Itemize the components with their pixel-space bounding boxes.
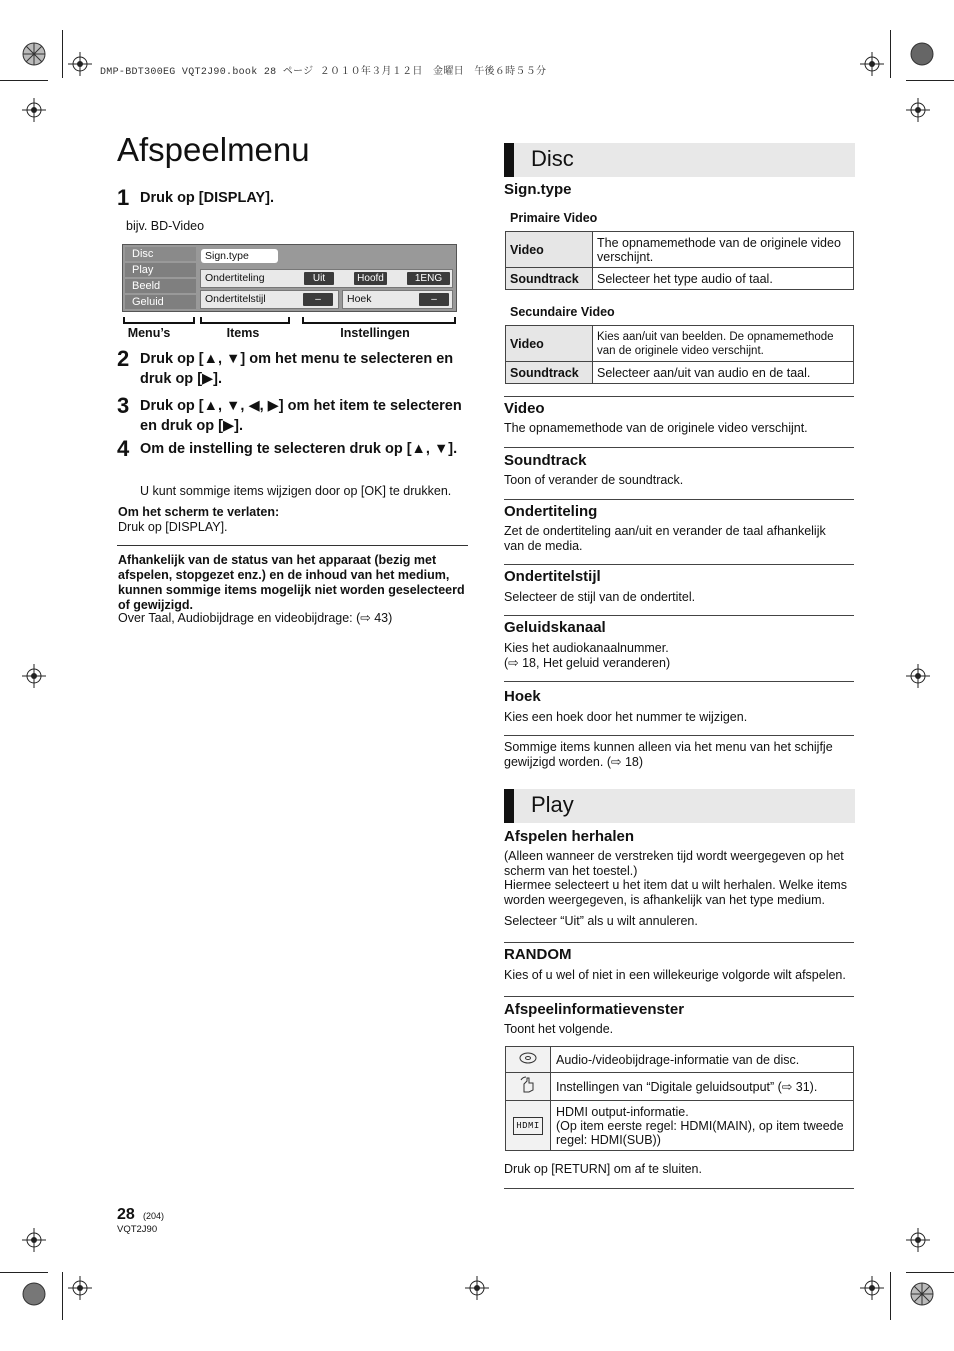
step-text: Druk op [▲, ▼] om het menu te selecteren en druk op [▶]. xyxy=(140,351,454,387)
label-menus: Menu’s xyxy=(127,326,171,340)
herhalen-cancel: Selecteer “Uit” als u wilt annuleren. xyxy=(504,914,698,928)
registration-mark-icon xyxy=(860,52,884,76)
step-number: 1 xyxy=(117,185,130,210)
osd-sign-type: Sign.type xyxy=(201,249,278,263)
hdmi-icon xyxy=(506,1101,551,1151)
registration-mark-icon xyxy=(22,664,46,688)
table-key: Video xyxy=(506,232,593,268)
exit-text: Druk op [DISPLAY]. xyxy=(118,520,228,534)
table-row xyxy=(506,326,854,362)
geluidskanaal-heading: Geluidskanaal xyxy=(504,619,606,636)
random-text: Kies of u wel of niet in een willekeurige volgorde wilt afspelen. xyxy=(504,968,846,982)
table-row xyxy=(506,362,854,384)
ondertitelstijl-heading: Ondertitelstijl xyxy=(504,568,601,585)
table-row xyxy=(506,1047,854,1073)
table-value xyxy=(551,1101,854,1151)
disc-menu-note: Sommige items kunnen alleen via het menu van het schijfje gewijzigd worden. (⇨ 18) xyxy=(504,740,833,769)
crop-line xyxy=(890,30,891,78)
osd-chip: Hoofd xyxy=(354,272,387,285)
step-text: Om de instelling te selecteren druk op [▲, ▼]. xyxy=(140,441,458,457)
osd-row-hoek xyxy=(342,290,453,309)
document-code: VQT2J90 xyxy=(117,1224,158,1235)
hdmi-label: HDMI xyxy=(513,1117,543,1135)
heading-bar xyxy=(504,143,514,177)
step-1 xyxy=(117,185,472,210)
osd-row-label: Ondertiteling xyxy=(205,272,265,284)
color-wheel-mark-icon xyxy=(910,42,934,66)
divider xyxy=(504,1188,854,1189)
osd-menu-play: Play xyxy=(125,263,196,277)
hoek-text: Kies een hoek door het nummer te wijzigen. xyxy=(504,710,748,724)
table-row xyxy=(506,1073,854,1101)
video-text: The opnamemethode van de originele video verschijnt. xyxy=(504,421,808,435)
crop-line xyxy=(906,1272,954,1273)
bracket xyxy=(302,317,456,324)
bracket xyxy=(123,317,195,324)
registration-mark-icon xyxy=(465,1276,489,1300)
osd-chip: 1ENG xyxy=(407,272,450,285)
language-note: Over Taal, Audiobijdrage en videobijdrage: (⇨ 43) xyxy=(118,611,393,625)
color-wheel-mark-icon xyxy=(910,1282,934,1306)
primary-video-title: Primaire Video xyxy=(510,211,598,225)
table-value: The opnamemethode van de originele video verschijnt. xyxy=(593,232,854,268)
osd-row-ondertiteling xyxy=(200,269,453,288)
osd-row-ondertitelstijl xyxy=(200,290,339,309)
step-number: 2 xyxy=(117,346,130,371)
secondary-video-table xyxy=(505,325,854,384)
table-row xyxy=(506,1101,854,1151)
info-window-heading: Afspeelinformatievenster xyxy=(504,1001,685,1018)
table-value: Audio-/videobijdrage-informatie van de disc. xyxy=(551,1047,854,1073)
label-instellingen: Instellingen xyxy=(340,326,410,340)
geluidskanaal-ref: (⇨ 18, Het geluid veranderen) xyxy=(504,656,671,670)
secondary-video-title: Secundaire Video xyxy=(510,305,615,319)
step-text: Druk op [▲, ▼, ◀, ▶] om het item te selecteren en druk op [▶]. xyxy=(140,398,462,434)
section-heading-disc xyxy=(504,143,855,177)
example-caption: bijv. BD-Video xyxy=(126,219,205,233)
label-items: Items xyxy=(226,326,260,340)
registration-mark-icon xyxy=(68,52,92,76)
hoek-heading: Hoek xyxy=(504,688,541,705)
divider xyxy=(504,681,854,682)
table-value: Selecteer aan/uit van audio en de taal. xyxy=(593,362,854,384)
hdmi-info-line1: HDMI output-informatie. xyxy=(556,1104,689,1119)
registration-mark-icon xyxy=(22,98,46,122)
ondertiteling-heading: Ondertiteling xyxy=(504,503,598,520)
herhalen-condition: (Alleen wanneer de verstreken tijd wordt weergegeven op het scherm van het toestel.) xyxy=(504,849,844,878)
bracket xyxy=(200,317,290,324)
divider xyxy=(117,545,468,546)
osd-menu-beeld: Beeld xyxy=(125,279,196,293)
section-title: Disc xyxy=(531,146,574,171)
disc-icon xyxy=(506,1047,551,1073)
info-window-table xyxy=(505,1046,854,1151)
onscreen-display-illustration xyxy=(122,244,457,312)
geluidskanaal-text: Kies het audiokanaalnummer. xyxy=(504,641,669,655)
return-text: Druk op [RETURN] om af te sluiten. xyxy=(504,1162,702,1176)
crop-line xyxy=(0,80,48,81)
step-2 xyxy=(117,346,472,389)
exit-title: Om het scherm te verlaten: xyxy=(118,505,280,519)
table-row xyxy=(506,268,854,290)
registration-mark-icon xyxy=(906,1228,930,1252)
hdmi-info-line2: (Op item eerste regel: HDMI(MAIN), op item tweede regel: HDMI(SUB)) xyxy=(556,1118,844,1147)
step-4 xyxy=(117,436,472,461)
section-title: Play xyxy=(531,792,574,817)
osd-row-label: Ondertitelstijl xyxy=(205,293,266,305)
table-value: Instellingen van “Digitale geluidsoutput” (⇨ 31). xyxy=(551,1073,854,1101)
print-header: DMP-BDT300EG VQT2J90.book 28 ページ ２０１０年３月１２日 金曜日 午後６時５５分 xyxy=(100,67,547,78)
step-number: 3 xyxy=(117,393,130,418)
step-3 xyxy=(117,393,472,436)
soundtrack-text: Toon of verander de soundtrack. xyxy=(504,473,684,487)
herhalen-heading: Afspelen herhalen xyxy=(504,828,635,845)
registration-mark-icon xyxy=(22,1228,46,1252)
herhalen-text: Hiermee selecteert u het item dat u wilt herhalen. Welke items worden weergegeven, is afhankelijk van het type medium. xyxy=(504,878,847,907)
info-window-text: Toont het volgende. xyxy=(504,1022,614,1036)
osd-chip: Uit xyxy=(304,272,334,285)
status-note: Afhankelijk van de status van het apparaat (bezig met afspelen, stopgezet enz.) en de inhoud van het medium, kunnen sommige items mogelijk niet worden geselecteerd of gewijzigd. xyxy=(118,553,465,612)
osd-menu-disc: Disc xyxy=(125,247,196,261)
divider xyxy=(504,499,854,500)
table-key: Video xyxy=(506,326,593,362)
crop-line xyxy=(906,80,954,81)
divider xyxy=(504,615,854,616)
color-wheel-mark-icon xyxy=(22,1282,46,1306)
crop-line xyxy=(62,1272,63,1320)
video-heading: Video xyxy=(504,400,545,417)
divider xyxy=(504,996,854,997)
osd-menu-geluid: Geluid xyxy=(125,295,196,309)
registration-mark-icon xyxy=(860,1276,884,1300)
random-heading: RANDOM xyxy=(504,946,572,963)
registration-mark-icon xyxy=(68,1276,92,1300)
divider xyxy=(504,447,854,448)
ondertitelstijl-text: Selecteer de stijl van de ondertitel. xyxy=(504,590,696,604)
step-4-note: U kunt sommige items wijzigen door op [OK] te drukken. xyxy=(140,484,452,498)
page-title: Afspeelmenu xyxy=(117,131,310,168)
ondertiteling-text: Zet de ondertiteling aan/uit en verander de taal afhankelijk van de media. xyxy=(504,524,826,553)
color-wheel-mark-icon xyxy=(22,42,46,66)
osd-row-label: Hoek xyxy=(347,293,372,305)
page-number: 28 xyxy=(117,1206,135,1223)
crop-line xyxy=(890,1272,891,1320)
heading-bar xyxy=(504,789,514,823)
osd-chip: – xyxy=(419,293,449,306)
page-number-sub: (204) xyxy=(143,1211,165,1221)
crop-line xyxy=(0,1272,48,1273)
hand-icon xyxy=(506,1073,551,1101)
step-text: Druk op [DISPLAY]. xyxy=(140,190,275,206)
primary-video-table xyxy=(505,231,854,290)
registration-mark-icon xyxy=(906,98,930,122)
divider xyxy=(504,564,854,565)
registration-mark-icon xyxy=(906,664,930,688)
osd-chip: – xyxy=(303,293,333,306)
soundtrack-heading: Soundtrack xyxy=(504,452,587,469)
divider xyxy=(504,735,854,736)
sign-type-heading: Sign.type xyxy=(504,181,572,198)
table-key: Soundtrack xyxy=(506,268,593,290)
divider xyxy=(504,942,854,943)
crop-line xyxy=(62,30,63,78)
table-row xyxy=(506,232,854,268)
step-number: 4 xyxy=(117,436,130,461)
table-value: Kies aan/uit van beelden. De opnamemethode van de originele video verschijnt. xyxy=(593,326,854,362)
section-heading-play xyxy=(504,789,855,823)
table-key: Soundtrack xyxy=(506,362,593,384)
table-value: Selecteer het type audio of taal. xyxy=(593,268,854,290)
divider xyxy=(504,396,854,397)
